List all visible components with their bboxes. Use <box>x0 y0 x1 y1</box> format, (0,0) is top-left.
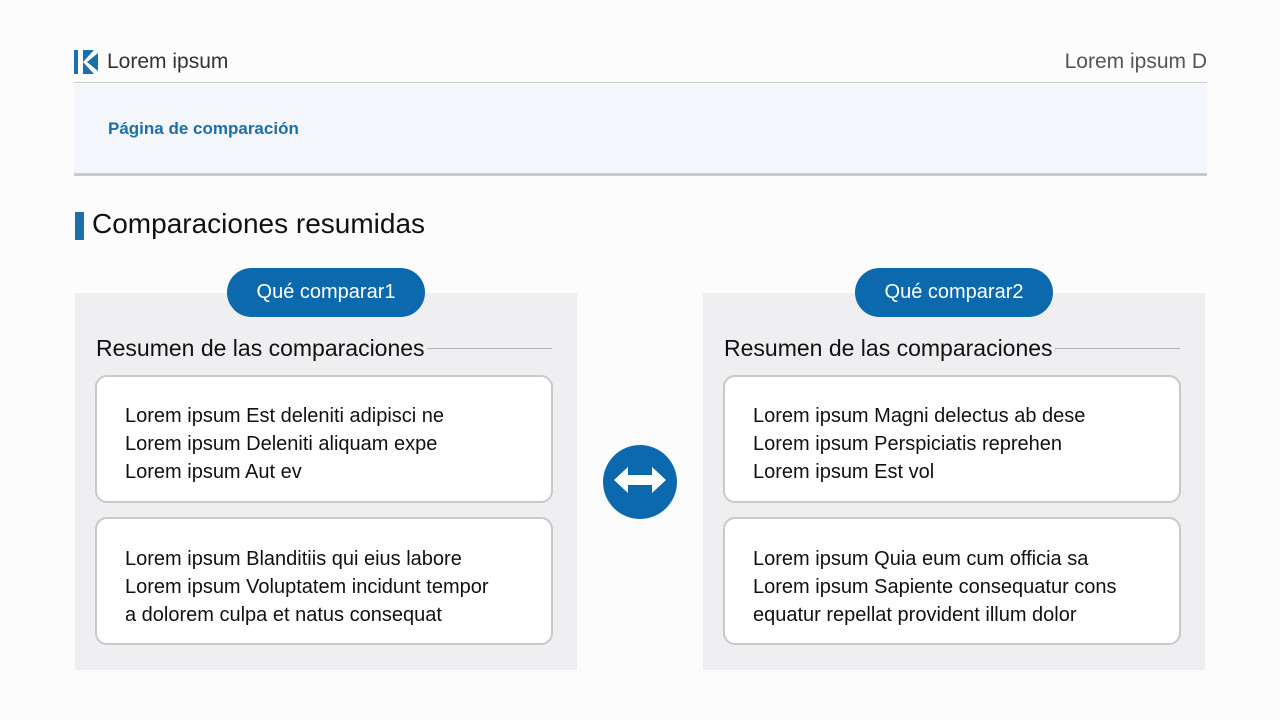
double-arrow-icon <box>614 466 666 499</box>
card-lines <box>125 402 541 486</box>
card-line: Lorem ipsum Voluptatem incidunt tempor <box>125 576 489 598</box>
compare-label-2: Qué comparar2 <box>855 268 1053 317</box>
summary-card <box>95 375 553 503</box>
card-lines <box>753 545 1169 629</box>
brand-logo-icon <box>74 50 98 74</box>
card-line: equatur repellat provident illum dolor <box>753 604 1077 626</box>
swap-button[interactable] <box>603 445 677 519</box>
compare-label-1: Qué comparar1 <box>227 268 425 317</box>
brand-name: Lorem ipsum <box>107 50 229 73</box>
comparison-panel-1 <box>75 293 577 670</box>
card-line: a dolorem culpa et natus consequat <box>125 604 442 626</box>
panel-heading: Resumen de las comparaciones <box>96 335 425 361</box>
card-line: Lorem ipsum Est deleniti adipisci ne <box>125 405 445 427</box>
page-banner <box>74 84 1207 176</box>
header-divider <box>74 82 1207 83</box>
card-line: Lorem ipsum Aut ev <box>125 461 302 483</box>
card-lines <box>753 402 1169 486</box>
summary-card <box>723 517 1181 645</box>
card-line: Lorem ipsum Perspiciatis reprehen <box>753 433 1063 455</box>
card-line: Lorem ipsum Magni delectus ab dese <box>753 405 1086 427</box>
header <box>74 46 1207 82</box>
card-line: Lorem ipsum Sapiente consequatur cons <box>753 576 1117 598</box>
header-right-text: Lorem ipsum D <box>1064 50 1207 73</box>
section-title: Comparaciones resumidas <box>92 208 426 239</box>
section-marker <box>75 212 84 240</box>
page-title: Página de comparación <box>108 119 299 138</box>
card-line: Lorem ipsum Deleniti aliquam expe <box>125 433 438 455</box>
summary-card <box>95 517 553 645</box>
card-line: Lorem ipsum Quia eum cum officia sa <box>753 548 1089 570</box>
summary-card <box>723 375 1181 503</box>
card-line: Lorem ipsum Est vol <box>753 461 935 483</box>
card-line: Lorem ipsum Blanditiis qui eius labore <box>125 548 462 570</box>
card-lines <box>125 545 541 629</box>
comparison-panel-2 <box>703 293 1205 670</box>
panel-heading: Resumen de las comparaciones <box>724 335 1053 361</box>
